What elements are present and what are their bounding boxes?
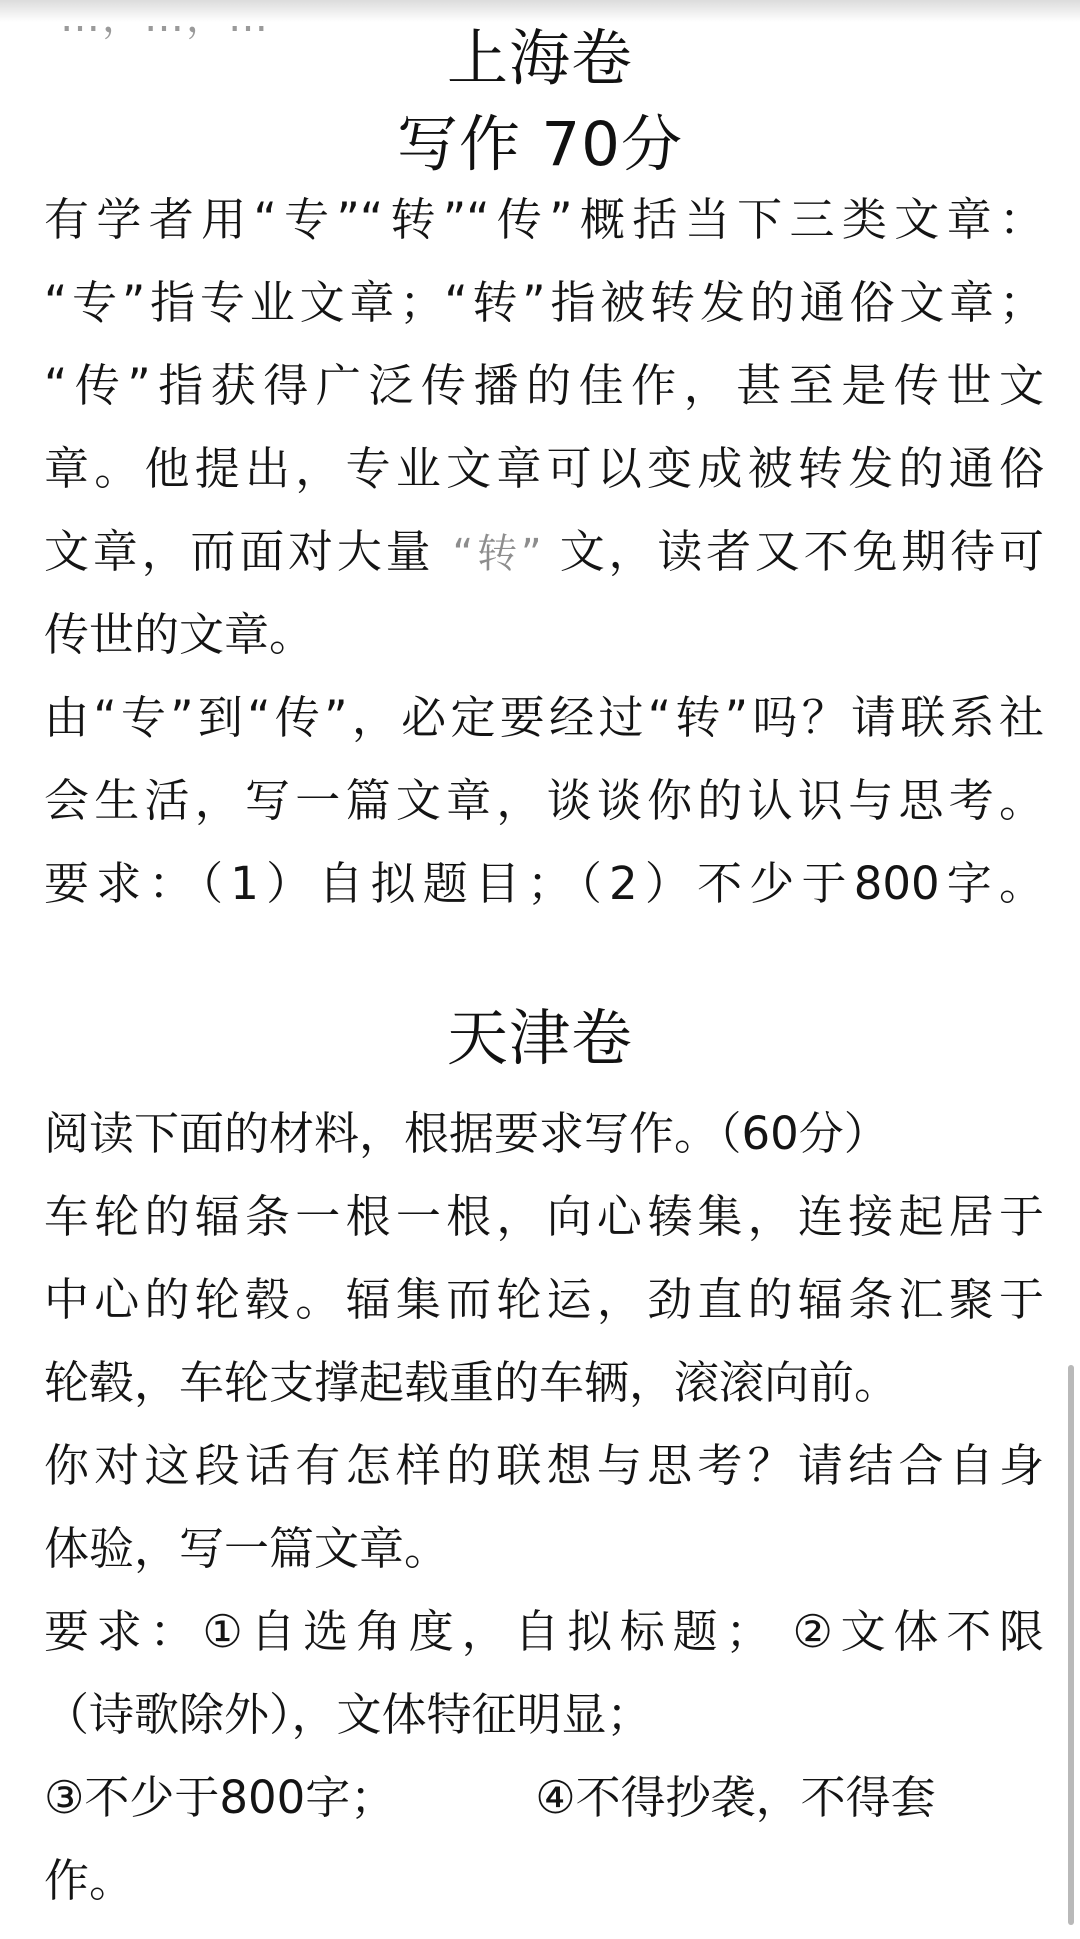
paragraph-text: 文，读者又不免期待可	[559, 525, 1044, 578]
requirement-item: ③不少于800字；	[44, 1771, 396, 1824]
requirements-line	[44, 1770, 1044, 1826]
paragraph-line: “专”指专业文章；“转”指被转发的通俗文章；	[44, 276, 1044, 329]
section-title-tianjin: 天津卷	[446, 1003, 633, 1074]
paragraph-line	[44, 524, 1044, 582]
paragraph-line: 你对这段话有怎样的联想与思考？请结合自身	[44, 1439, 1044, 1492]
paragraph-line: 车轮的辐条一根一根，向心辏集，连接起居于	[44, 1190, 1044, 1243]
paragraph-line: 阅读下面的材料，根据要求写作。（60分）	[44, 1107, 889, 1160]
paragraph-line: 会生活，写一篇文章，谈谈你的认识与思考。	[44, 774, 1044, 827]
requirements-line: 要求：①自选角度，自拟标题； ②文体不限	[44, 1605, 1044, 1658]
section-title-shanghai: 上海卷	[446, 23, 633, 94]
paragraph-line: “传”指获得广泛传播的佳作，甚至是传世文	[44, 359, 1044, 412]
requirements-line: （诗歌除外），文体特征明显；	[44, 1688, 652, 1741]
paragraph-line: 作。	[44, 1854, 135, 1907]
faded-text: “转”	[452, 531, 542, 577]
paragraph-line: 体验，写一篇文章。	[44, 1522, 450, 1575]
paragraph-line: 有学者用“专”“转”“传”概括当下三类文章：	[44, 193, 1044, 246]
section-subtitle-writing: 写作 70分	[396, 109, 683, 180]
paragraph-line: 由“专”到“传”，必定要经过“转”吗？请联系社	[44, 691, 1044, 744]
requirements-line: 要求：（1）自拟题目；（2）不少于800字。	[44, 857, 1044, 910]
paragraph-line: 轮毂，车轮支撑起载重的车辆，滚滚向前。	[44, 1356, 900, 1409]
requirement-item: ④不得抄袭，不得套	[535, 1771, 936, 1824]
cut-off-text: …，…，…	[60, 0, 270, 41]
paragraph-text: 文章，而面对大量	[44, 525, 435, 578]
paragraph-line: 章。他提出，专业文章可以变成被转发的通俗	[44, 442, 1044, 495]
paragraph-line: 中心的轮毂。辐集而轮运，劲直的辐条汇聚于	[44, 1273, 1044, 1326]
paragraph-line: 传世的文章。	[44, 608, 315, 661]
scrollbar-thumb[interactable]	[1068, 1365, 1074, 1925]
